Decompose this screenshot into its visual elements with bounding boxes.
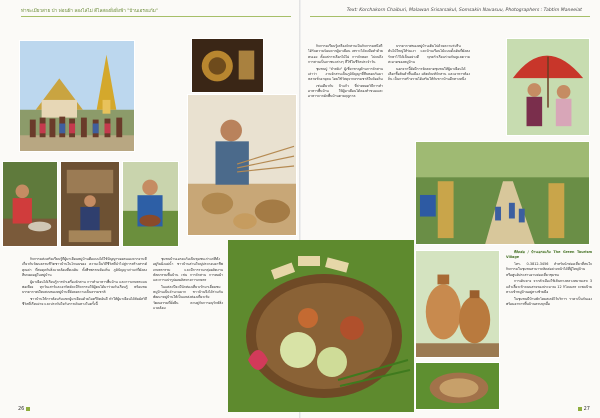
man-bowl-photo: [122, 161, 179, 247]
paragraph: เช่นเดียวกับ ป้าแก้ว ที่ถ่ายทอดวิธีการทำอาหารพื้นบ้าน ให้ผู้มาเยือนได้ลองทำขนมและอาหารจากผักพื้นบ้านตามฤดูกาล: [308, 83, 383, 99]
pottery-photo: [415, 250, 500, 358]
paragraph: นอกจากนี้ยังมีการจัดตลาดชุมชนให้ผู้มาเยือนได้เลือกซื้อสินค้าพื้นเมือง ผลิตภัณฑ์จักสาน และอาหารท้องถิ่น เป็นการสร้างรายได้เสริมให้กับชาวบ้านอีกทางหนึ่ง: [388, 66, 470, 81]
craft-detail-photo: [191, 38, 264, 93]
photo-credits: Text: Korchakorn Chaiburi, Malawan Srisarsakul, Somsakin Navasuu, Photographers : Tabtim Maneeiat: [346, 8, 582, 13]
man-loom-photo: [60, 161, 120, 247]
header-rule: [21, 16, 291, 17]
contact-info-column: [506, 250, 592, 400]
contact-lead: ที่ติดต่อ / บ้านเอรงแก้ม The Green Tourism Village: [506, 250, 592, 260]
page-number-left: [18, 406, 30, 412]
right-text-column-1: [308, 44, 383, 240]
page-number-right: [578, 406, 590, 412]
herbs-dish-photo: [415, 362, 500, 410]
folio-number: 27: [583, 406, 590, 412]
temple-group-photo: [19, 40, 135, 152]
paragraph: ในชุมชนมีบ้านพักโฮมสเตย์ไว้บริการ ราคาเป็นกันเอง พร้อมอาหารพื้นบ้านครบทุกมื้อ: [506, 296, 592, 306]
woman-cooking-photo: [2, 161, 58, 247]
left-text-column-2: [153, 257, 223, 405]
paragraph: บรรยากาศของหมู่บ้านเต็มไปด้วยความร่มรื่น ต้นไม้ใหญ่ให้ร่มเงา และบ้านเรือนไม้แบบดั้งเดิมที่ยังคงรักษาไว้ได้เป็นอย่างดี ทุกครัวเรือนร่วมกันดูแลความสะอาดของหมู่บ้าน: [388, 44, 470, 64]
paragraph: ชาวบ้านให้การต้อนรับแขกผู้มาเยือนด้วยไมตรีจิตอันดี ทำให้ผู้มาเยือนได้สัมผัสวิถีชีวิตที่เรียบง่าย และประทับใจกับการเดินทางในครั้งนี้: [22, 296, 147, 306]
women-umbrella-photo: [506, 38, 590, 136]
paragraph: โทร. 0-3812-3456 สำหรับนักท่องเที่ยวที่สนใจกิจกรรมในชุมชนสามารถติดต่อล่วงหน้าได้ที่ผู้ใหญ่บ้าน หรือศูนย์ประสานงานท่องเที่ยวชุมชน: [506, 262, 592, 277]
paragraph: ชุมชนปู่ "ลำสมิง" ผู้เชี่ยวชาญด้านการจักสานเล่าว่า งานจักสานเป็นภูมิปัญญาที่สืบทอดกันมาหลายชั่วอายุคน โดยใช้วัสดุจากธรรมชาติในท้องถิ่น: [308, 66, 383, 81]
paragraph: กิจกรรมส่งเสริมเรียนรู้ที่ผู้มาเยือนหมู่บ้านคือแบบได้ใช้ปัญญาของตนเองจากงานที่เกี่ยวกับวัฒนธรรมชีวิตชาวบ้านในโหนนของ ความเป็นวิถีชีวิตที่นำไปสู่การสร้างสรรค์ คุณค่า ที่สมดุลกับสิ่งแวดล้อมที่คงเดิม ทั้งพืชพรรณท้องถิ่น ภูมิปัญญาเก่าแก่ที่ยังคงสืบทอดอยู่ในหมู่บ้าน: [22, 257, 147, 277]
paragraph: ในแต่ละปีจะมีนักท่องเที่ยวเข้ามาเยี่ยมชมหมู่บ้านเป็นจำนวนมาก ชาวบ้านจึงได้ร่วมกันพัฒนาหมู่บ้านให้เป็นแหล่งท่องเที่ยวเชิงวัฒนธรรมที่ยั่งยืน ควบคู่กับการอนุรักษ์สิ่งแวดล้อม: [153, 284, 223, 310]
right-page: [300, 0, 600, 418]
paragraph: กิจกรรมเรียนรู้เครื่องจักสานเป็นกิจกรรมหนึ่งที่ได้รับความนิยมจากผู้มาเยือน เพราะได้ลงมือทำด้วยตนเอง ตั้งแต่การเลือกไม้ไผ่ การจักตอก ไปจนถึงการสานเป็นภาชนะต่างๆ ที่ใช้ในชีวิตประจำวัน: [308, 44, 383, 64]
folio-marker-icon: [26, 407, 30, 411]
right-text-column-2: [388, 44, 470, 136]
header-rule: [310, 16, 590, 17]
basket-weaver-photo: [187, 94, 297, 236]
paragraph: การเดินทาง จากตัวเมืองใช้เส้นทางหลวงหมายเลข 3 แล้วเลี้ยวเข้าถนนสายรองประมาณ 12 กิโลเมตร จะพบป้ายทางเข้าหมู่บ้านอยู่ทางซ้ายมือ: [506, 279, 592, 294]
paragraph: ชุมชนบ้านเอรงแก้มเป็นชุมชนเก่าแก่ที่ตั้งอยู่ริมฝั่งแม่น้ำ ชาวบ้านส่วนใหญ่ประกอบอาชีพเกษตรกรรม และมีการรวมกลุ่มผลิตงานหัตถกรรมพื้นบ้าน เช่น การจักสาน การทอผ้า และการแปรรูปผลผลิตทางการเกษตร: [153, 257, 223, 282]
left-text-column-1: [22, 257, 147, 405]
folio-marker-icon: [578, 407, 582, 411]
page-header-title: ท่าชะเมียวสาย ป่า ฟอนฝ้า ลองไล่ไม่ ดีไลสองฝั่งฝั่งฟ้า "บ้านเอรงแก้ม": [21, 9, 158, 14]
paragraph: ผู้มาเยือนได้เรียนรู้การทำเครื่องจักสาน การทำอาหารพื้นบ้าน และการเกษตรแบบพอเพียง ทุกวันเสาร์และอาทิตย์จะมีกิจกรรมให้ผู้คนได้มาร่วมกันเรียนรู้ พร้อมชมบรรยากาศเงียบสงบของหมู่บ้านที่ยังคงความเป็นธรรมชาติ: [22, 279, 147, 294]
folio-number: 26: [18, 406, 25, 412]
garden-path-photo: [415, 141, 590, 245]
